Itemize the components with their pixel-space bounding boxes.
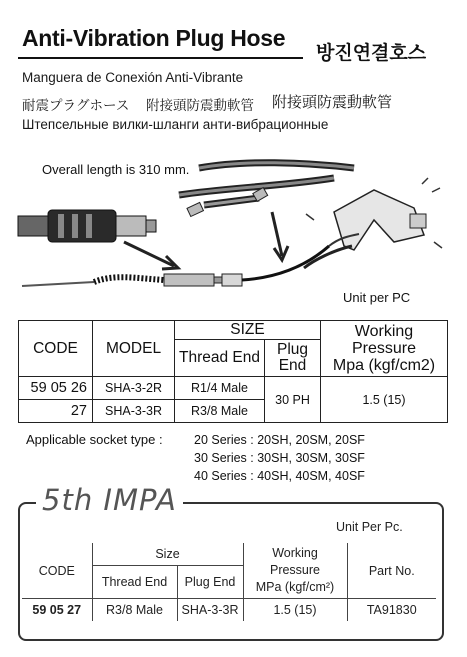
cell-code: 59 05 26 bbox=[19, 377, 93, 400]
subtitle-chinese-large: 附接頭防震動軟管 bbox=[272, 94, 393, 111]
header-working-pressure bbox=[321, 321, 448, 377]
socket-type-label: Applicable socket type : bbox=[26, 432, 163, 447]
header-plug-line1: Plug bbox=[276, 341, 309, 358]
table-row bbox=[19, 377, 448, 400]
impa-table bbox=[22, 543, 436, 621]
impa-cell-code: 59 05 27 bbox=[22, 599, 92, 622]
page-title: Anti-Vibration Plug Hose bbox=[22, 25, 286, 51]
header-wp-line3: Mpa (kgf/cm2) bbox=[332, 357, 436, 374]
header-plug-end bbox=[265, 340, 321, 377]
unit-note: Unit per PC bbox=[343, 290, 411, 305]
cell-code: 27 bbox=[19, 400, 93, 423]
socket-series-20: 20 Series : 20SH, 20SM, 20SF bbox=[194, 433, 365, 447]
header-plug-line2: End bbox=[278, 357, 307, 374]
header-model: MODEL bbox=[93, 321, 175, 377]
table-row bbox=[22, 599, 436, 622]
title-korean: 방진연결호스 bbox=[316, 43, 427, 64]
impa-header-wp3: MPa (kgf/cm²) bbox=[255, 580, 335, 594]
cell-thread-end: R1/4 Male bbox=[175, 377, 265, 400]
overall-length-note: Overall length is 310 mm. bbox=[42, 162, 190, 177]
coupler-image bbox=[18, 210, 156, 242]
impa-cell-part-no: TA91830 bbox=[347, 599, 436, 622]
impa-header-wp2: Pressure bbox=[269, 563, 321, 577]
impa-header-plug-end: Plug End bbox=[177, 566, 243, 599]
header-size: SIZE bbox=[175, 321, 321, 340]
impa-title: 5th IMPA bbox=[36, 483, 183, 517]
air-tool-image bbox=[304, 178, 442, 268]
cell-model: SHA-3-3R bbox=[93, 400, 175, 423]
cell-thread-end: R3/8 Male bbox=[175, 400, 265, 423]
impa-cell-thread-end: R3/8 Male bbox=[92, 599, 177, 622]
spec-table bbox=[18, 320, 448, 423]
cell-pressure: 1.5 (15) bbox=[321, 377, 448, 423]
header-code: CODE bbox=[19, 321, 93, 377]
impa-cell-plug-end: SHA-3-3R bbox=[177, 599, 243, 622]
subtitle-spanish: Manguera de Conexión Anti-Vibrante bbox=[22, 70, 244, 85]
hose-loop-image bbox=[179, 163, 354, 217]
title-underline bbox=[18, 57, 303, 59]
subtitle-japanese: 耐震プラグホース bbox=[22, 98, 130, 113]
impa-header-code: CODE bbox=[22, 543, 92, 599]
impa-unit-note: Unit Per Pc. bbox=[336, 520, 403, 534]
impa-header-thread-end: Thread End bbox=[92, 566, 177, 599]
impa-header-part-no: Part No. bbox=[347, 543, 436, 599]
socket-series-40: 40 Series : 40SH, 40SM, 40SF bbox=[194, 469, 365, 483]
impa-cell-pressure: 1.5 (15) bbox=[243, 599, 347, 622]
subtitle-chinese: 附接頭防震動軟管 bbox=[146, 98, 254, 113]
socket-series-30: 30 Series : 30SH, 30SM, 30SF bbox=[194, 451, 365, 465]
header-wp-line2: Pressure bbox=[351, 340, 417, 357]
cell-plug-end: 30 PH bbox=[265, 377, 321, 423]
impa-header-wp1: Working bbox=[272, 546, 318, 560]
impa-header-size: Size bbox=[92, 543, 243, 566]
header-wp-line1: Working bbox=[354, 323, 414, 340]
impa-header-working-pressure bbox=[243, 543, 347, 599]
subtitle-russian: Штепсельные вилки-шланги анти-вибрационные bbox=[22, 117, 329, 132]
header-thread-end: Thread End bbox=[175, 340, 265, 377]
cell-model: SHA-3-2R bbox=[93, 377, 175, 400]
